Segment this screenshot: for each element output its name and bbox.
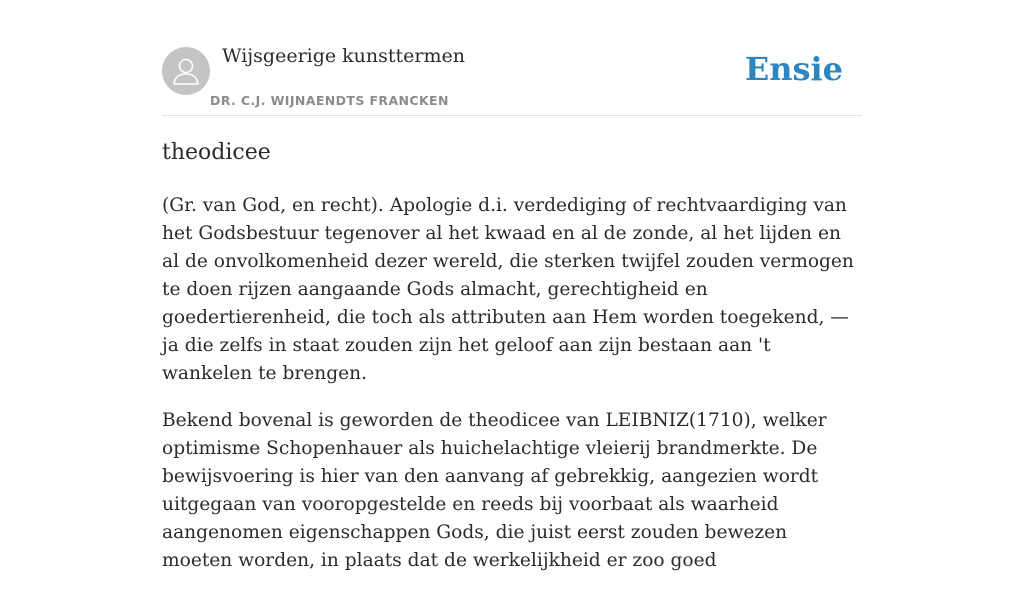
book-title[interactable]: Wijsgeerige kunsttermen [222,45,466,67]
article-body [162,192,862,594]
user-avatar-icon [162,47,210,95]
article-paragraph: Bekend bovenal is geworden de theodicee van LEIBNIZ(1710), welker optimisme Schopenhauer als huichelachtige vleierij brandmerkte. De bewijsvoering is hier van den aanvang af gebrekkig, aangezien wordt uitgegaan van vooropgestelde en reeds bij voorbaat als waarheid aangenomen eigenschappen Gods, die juist eerst zouden bewezen moeten worden, in plaats dat de werkelijkheid er zoo goed [162,410,827,571]
ensie-logo[interactable]: Ensie [744,50,843,88]
author-name[interactable]: DR. C.J. WIJNAENDTS FRANCKEN [210,93,449,108]
entry-title: theodicee [162,140,271,165]
header [162,0,862,116]
article-paragraph: (Gr. van God, en recht). Apologie d.i. verdediging of rechtvaardiging van het Godsbestuur tegenover al het kwaad en al de zonde, al het lijden en al de onvolkomenheid dezer wereld, die sterken twijfel zouden vermogen te doen rijzen aangaande Gods almacht, gerechtigheid en goedertierenheid, die toch als attributen aan Hem worden toegekend, — ja die zelfs in staat zouden zijn het geloof aan zijn bestaan aan 't wankelen te brengen. [162,195,854,384]
